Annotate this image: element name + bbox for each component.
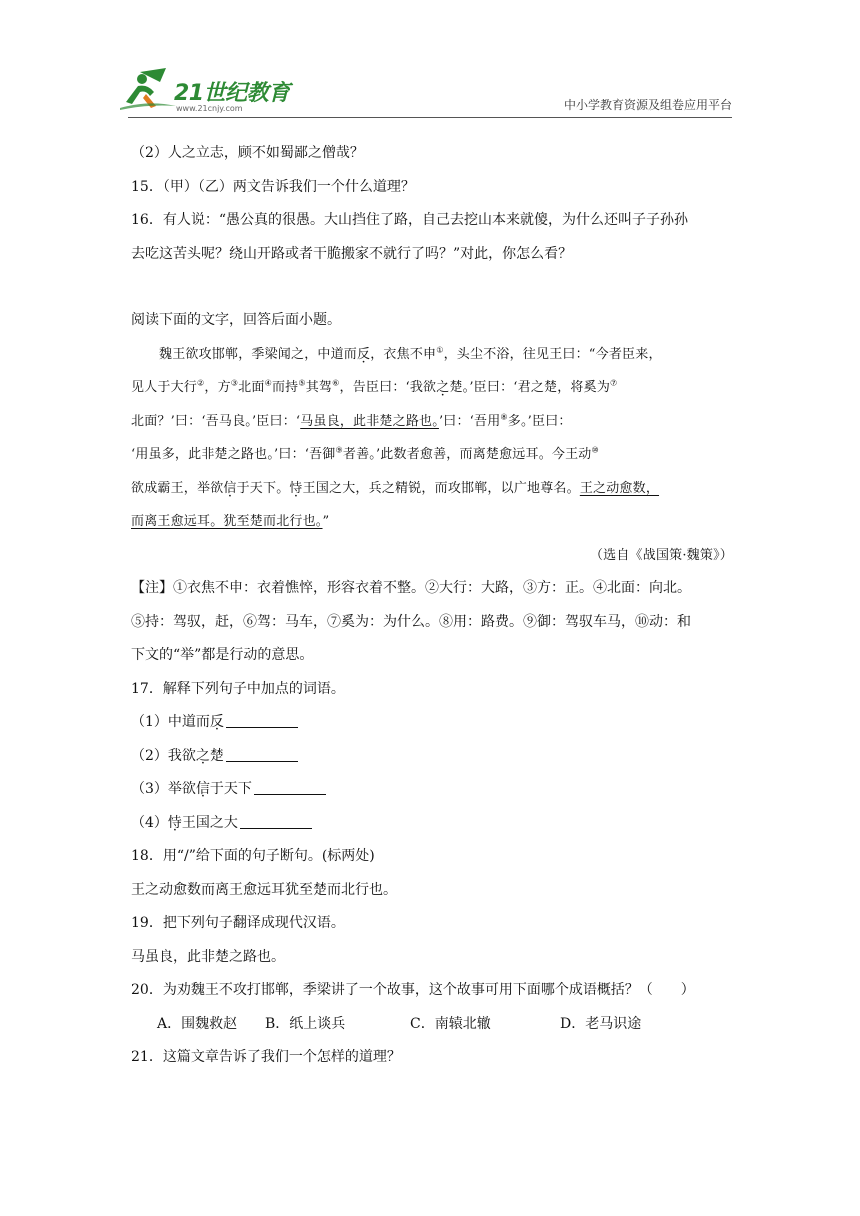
question-17-item-1: （1）中道而反 [131,706,733,740]
option-d[interactable]: D．老马识途 [560,1015,642,1032]
platform-title: 中小学教育资源及组卷应用平台 [563,98,732,112]
question-17-item-4: （4）恃王国之大 [131,807,733,841]
question-21: 21．这篇文章告诉了我们一个怎样的道理？ [131,1049,401,1065]
answer-blank[interactable] [254,780,326,795]
question-19-text: 马虽良，此非楚之路也。 [131,948,285,965]
passage-line-1: 魏王欲攻邯郸，季梁闻之，中道而反，衣焦不申①，头尘不浴，往见王曰：“今者臣来， [159,345,662,362]
question-17-item-3: （3）举欲信于天下 [131,773,733,807]
question-17-item-2: （2）我欲之楚 [131,740,733,774]
underlined-sentence: 马虽良，此非楚之路也。 [300,413,439,429]
question-20-options [131,1008,733,1042]
question-15: 15．（甲）（乙）两文告诉我们一个什么道理？ [131,178,415,195]
notes-line-1: 【注】①衣焦不申：衣着憔悴，形容衣着不整。②大行：大路，③方：正。④北面：向北。 [131,580,691,596]
page-header [0,0,860,122]
question-16-line-1: 16．有人说：“愚公真的很愚。大山挡住了路，自己去挖山本来就傻，为什么还叫子子孙孙 [131,212,688,228]
reading-intro: 阅读下面的文字，回答后面小题。 [131,312,341,328]
question-prev-item-2: （2）人之立志，顾不如蜀鄙之僧哉？ [131,145,364,161]
answer-space [131,271,733,304]
option-a[interactable]: A．围魏救赵 [157,1015,238,1032]
question-16-line-2: 去吃这苦头呢？绕山开路或者干脆搬家不就行了吗？”对此，你怎么看？ [131,245,573,262]
passage-line-2: 见人于大行②，方③北面④而持⑤其驾⑥，告臣曰：‘我欲之楚。’臣曰：‘君之楚，将奚为⑦ [131,378,618,395]
notes-line-2: ⑤持：驾驭，赶，⑥驾：马车，⑦奚为：为什么。⑧用：路费。⑨御：驾驭车马，⑩动：和 [131,613,691,630]
option-b[interactable]: B．纸上谈兵 [265,1015,346,1032]
runner-logo-icon [120,66,176,112]
document-body [131,137,733,1075]
question-20: 20．为劝魏王不攻打邯郸，季梁讲了一个故事，这个故事可用下面哪个成语概括？（ ） [131,982,695,998]
question-18: 18．用“/”给下面的句子断句。(标两处) [131,848,375,864]
passage-line-4: ‘用虽多，此非楚之路也。’曰：‘吾御⑨者善。’此数者愈善，而离楚愈远耳。今王动⑩ [131,445,599,462]
passage-line-6: 而离王愈远耳。犹至楚而北行也。” [131,514,330,529]
answer-blank[interactable] [226,713,298,728]
site-logo [120,66,300,116]
header-divider [128,117,732,118]
answer-blank[interactable] [240,814,312,829]
notes-line-3: 下文的“举”都是行动的意思。 [131,647,314,663]
question-18-text: 王之动愈数而离王愈远耳犹至楚而北行也。 [131,881,397,898]
passage-line-3: 北面？’曰：‘吾马良。’臣曰：‘马虽良，此非楚之路也。’曰：‘吾用⑧多。’臣曰： [131,412,572,429]
answer-blank[interactable] [226,747,298,762]
logo-url: www.21cnjy.com [176,104,243,113]
question-19: 19．把下列句子翻译成现代汉语。 [131,915,345,931]
passage-line-5: 欲成霸王，举欲信于天下。恃王国之大，兵之精锐，而攻邯郸，以广地尊名。王之动愈数， [131,480,660,496]
passage-source: （选自《战国策·魏策》） [589,547,733,563]
logo-text: 21世纪教育 [174,81,290,106]
question-17: 17．解释下列句子中加点的词语。 [131,680,345,697]
option-c[interactable]: C．南辕北辙 [410,1015,491,1032]
